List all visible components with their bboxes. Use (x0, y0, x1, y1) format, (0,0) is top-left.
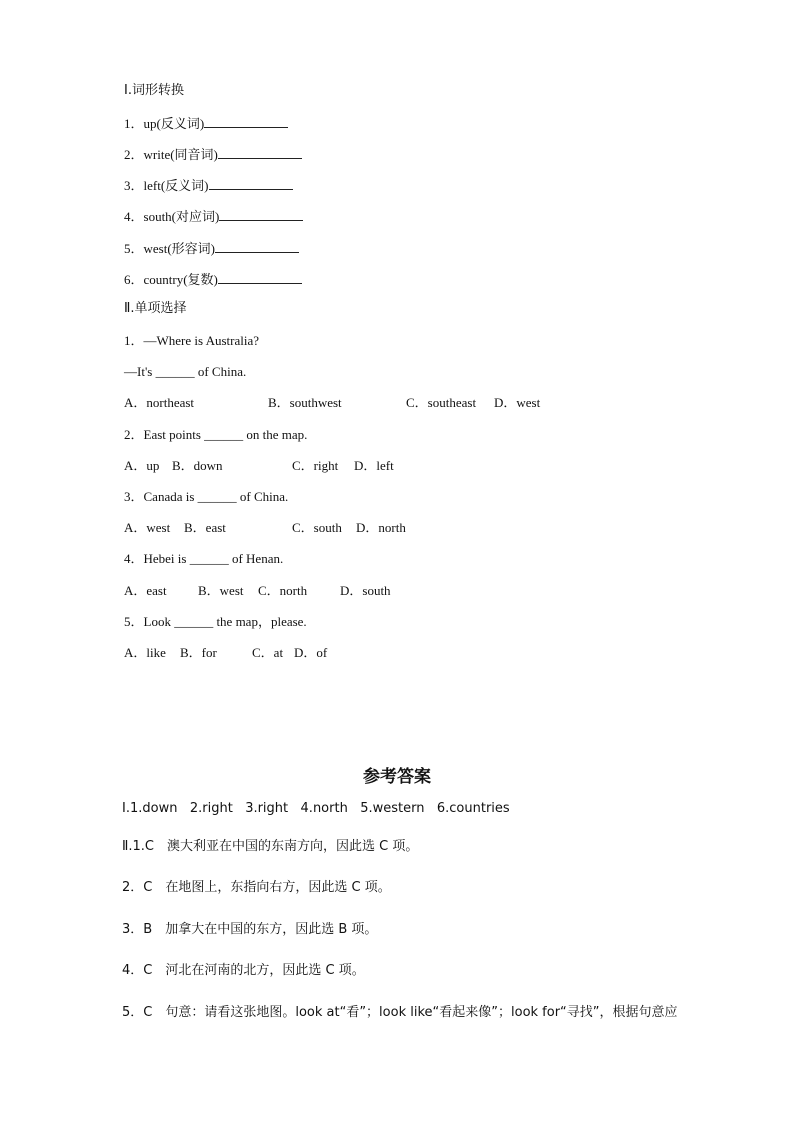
answer-blank[interactable] (218, 270, 302, 284)
answer-line: Ⅰ.1.down 2.right 3.right 4.north 5.western 6.countries (122, 801, 510, 816)
option-d[interactable]: D．north (356, 520, 406, 535)
section1-heading: Ⅰ.词形转换 (124, 83, 184, 98)
option-c[interactable]: C．at (252, 645, 284, 660)
option-a[interactable]: A．like (124, 645, 166, 660)
item-text: write(同音词) (143, 147, 218, 162)
option-a[interactable]: A．northeast (124, 395, 195, 410)
answer-line: Ⅱ.1.C 澳大利亚在中国的东南方向，因此选 C 项。 (122, 839, 419, 854)
option-b[interactable]: B．west (198, 583, 244, 598)
question-stem: 3．Canada is ______ of China. (124, 489, 289, 504)
option-a[interactable]: A．west (124, 520, 171, 535)
question-stem: 2．East points ______ on the map. (124, 427, 308, 442)
answer-line: 4．C 河北在河南的北方，因此选 C 项。 (122, 963, 365, 978)
item-text: up(反义词) (143, 116, 205, 131)
item-number: 6． (124, 272, 144, 287)
question-stem: 4．Hebei is ______ of Henan. (124, 551, 284, 566)
answer-blank[interactable] (215, 239, 299, 253)
option-b[interactable]: B．east (184, 520, 226, 535)
option-c[interactable]: C．south (292, 520, 342, 535)
section1-item (124, 176, 293, 195)
item-number: 2． (124, 147, 144, 162)
answer-blank[interactable] (218, 145, 302, 159)
question-stem: 1．—Where is Australia? (124, 333, 260, 348)
option-a[interactable]: A．east (124, 583, 167, 598)
question-stem: —It's ______ of China. (124, 364, 247, 379)
section2-heading: Ⅱ.单项选择 (124, 301, 187, 316)
item-text: left(反义词) (143, 178, 209, 193)
option-c[interactable]: C．right (292, 458, 339, 473)
item-number: 3． (124, 178, 144, 193)
section1-item (124, 114, 288, 133)
item-number: 5． (124, 241, 144, 256)
option-d[interactable]: D．of (294, 645, 328, 660)
option-c[interactable]: C．north (258, 583, 308, 598)
option-c[interactable]: C．southeast (406, 395, 477, 410)
answer-blank[interactable] (219, 207, 303, 221)
item-number: 1． (124, 116, 144, 131)
option-b[interactable]: B．southwest (268, 395, 342, 410)
option-a[interactable]: A．up (124, 458, 160, 473)
answers-title: 参考答案 (363, 767, 431, 787)
section1-item (124, 270, 302, 289)
answer-line: 5．C 句意：请看这张地图。look at“看”；look like“看起来像”；look for“寻找”，根据句意应 (122, 1005, 678, 1020)
item-text: south(对应词) (143, 209, 220, 224)
item-text: country(复数) (143, 272, 218, 287)
option-d[interactable]: D．left (354, 458, 394, 473)
answer-line: 2．C 在地图上，东指向右方，因此选 C 项。 (122, 880, 391, 895)
item-text: west(形容词) (143, 241, 216, 256)
option-d[interactable]: D．south (340, 583, 391, 598)
answer-blank[interactable] (204, 114, 288, 128)
section1-item (124, 145, 302, 164)
answer-line: 3．B 加拿大在中国的东方，因此选 B 项。 (122, 922, 378, 937)
option-b[interactable]: B．for (180, 645, 217, 660)
item-number: 4． (124, 209, 144, 224)
option-b[interactable]: B．down (172, 458, 223, 473)
section1-item (124, 239, 299, 258)
question-stem: 5．Look ______ the map，please. (124, 614, 307, 629)
section1-item (124, 207, 303, 226)
option-d[interactable]: D．west (494, 395, 541, 410)
answer-blank[interactable] (209, 176, 293, 190)
